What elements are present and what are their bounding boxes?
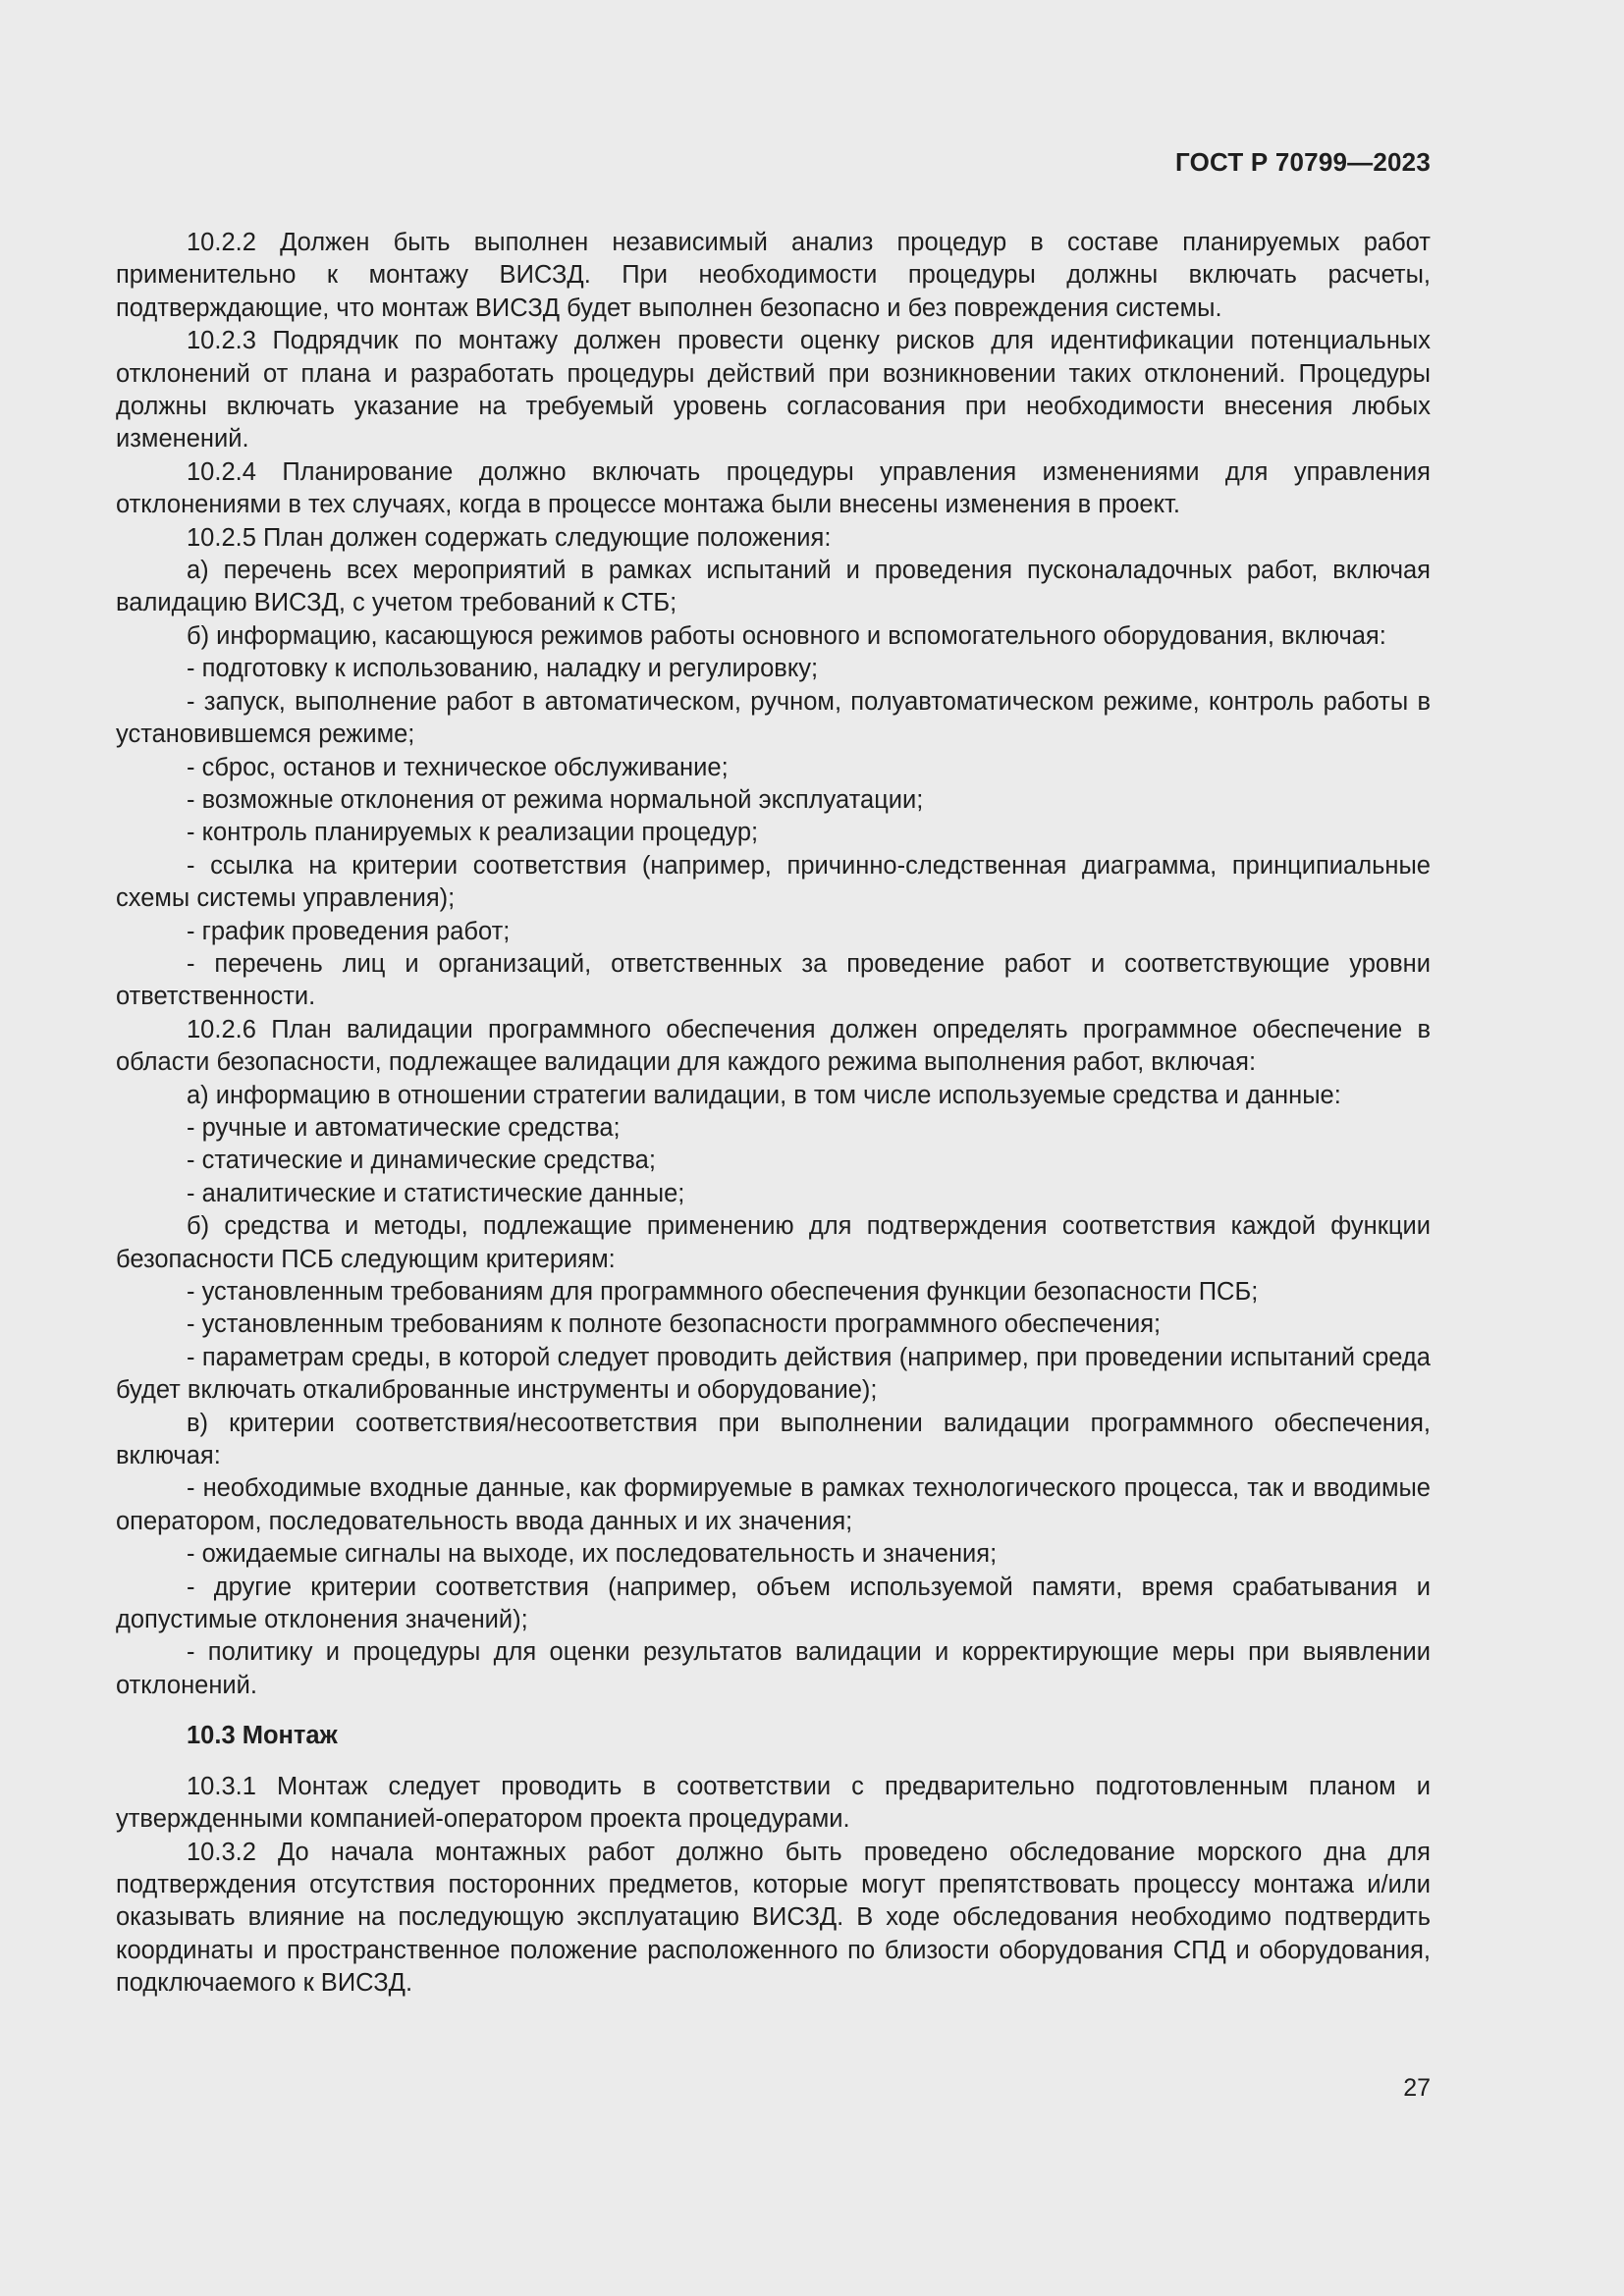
list-item-b: б) информацию, касающуюся режимов работы основного и вспомогательного оборудования, включая:	[187, 621, 1386, 650]
paragraph-10-2-5: 10.2.5 План должен содержать следующие положения:	[187, 523, 832, 552]
dash-item: - ссылка на критерии соответствия (например, причинно-следственная диаграмма, принципиальные схемы системы управления);	[116, 851, 1431, 913]
document-body	[116, 227, 1431, 2001]
paragraph-10-3-2: 10.3.2 До начала монтажных работ должно быть проведено обследование морского дна для подтверждения отсутствия посторонних предметов, которые могут препятствовать процессу монтажа и/или оказывать влияние на последующую эксплуатацию ВИСЗД. В ходе обследования необходимо подтвердить координаты и пространственное положение расположенного по близости оборудования СПД и оборудования, подключаемого к ВИСЗД.	[116, 1838, 1431, 1998]
paragraph-10-2-4: 10.2.4 Планирование должно включать процедуры управления изменениями для управления отклонениями в тех случаях, когда в процессе монтажа были внесены изменения в проект.	[116, 457, 1431, 519]
dash-item: - параметрам среды, в которой следует проводить действия (например, при проведении испытаний среда будет включать откалиброванные инструменты и оборудование);	[116, 1343, 1431, 1405]
dash-item: - установленным требованиям к полноте безопасности программного обеспечения;	[187, 1310, 1162, 1339]
dash-item: - статические и динамические средства;	[187, 1147, 656, 1175]
dash-item: - ожидаемые сигналы на выходе, их последовательность и значения;	[187, 1540, 998, 1569]
paragraph-10-3-1: 10.3.1 Монтаж следует проводить в соответствии с предварительно подготовленным планом и утвержденными компанией-оператором проекта процедурами.	[116, 1772, 1431, 1834]
document-standard-id: ГОСТ Р 70799—2023	[1175, 147, 1431, 177]
paragraph-10-2-3: 10.2.3 Подрядчик по монтажу должен провести оценку рисков для идентификации потенциальных отклонений от плана и разработать процедуры действий при возникновении таких отклонений. Процедуры должны включать указание на требуемый уровень согласования при необходимости внесения любых изменений.	[116, 327, 1431, 454]
dash-item: - установленным требованиям для программного обеспечения функции безопасности ПСБ;	[187, 1278, 1259, 1306]
dash-item: - сброс, останов и техническое обслуживание;	[187, 753, 729, 781]
list-item-v: в) критерии соответствия/несоответствия при выполнении валидации программного обеспечения, включая:	[116, 1409, 1431, 1470]
dash-item: - контроль планируемых к реализации процедур;	[187, 819, 759, 847]
dash-item: - подготовку к использованию, наладку и регулировку;	[187, 655, 819, 683]
paragraph-10-2-2: 10.2.2 Должен быть выполнен независимый анализ процедур в составе планируемых работ применительно к монтажу ВИСЗД. При необходимости процедуры должны включать расчеты, подтверждающие, что монтаж ВИСЗД будет выполнен безопасно и без повреждения системы.	[116, 229, 1431, 322]
dash-item: - перечень лиц и организаций, ответственных за проведение работ и соответствующие уровни ответственности.	[116, 949, 1431, 1011]
dash-item: - возможные отклонения от режима нормальной эксплуатации;	[187, 785, 924, 814]
dash-item: - аналитические и статистические данные;	[187, 1179, 685, 1207]
list-item-a: а) перечень всех мероприятий в рамках испытаний и проведения пусконаладочных работ, включая валидацию ВИСЗД, с учетом требований к СТБ;	[116, 557, 1431, 617]
dash-item: - запуск, выполнение работ в автоматическом, ручном, полуавтоматическом режиме, контроль работы в установившемся режиме;	[116, 687, 1431, 749]
list-item-a: а) информацию в отношении стратегии валидации, в том числе используемые средства и данные:	[187, 1081, 1341, 1109]
dash-item: - политику и процедуры для оценки результатов валидации и корректирующие меры при выявлении отклонений.	[116, 1638, 1431, 1699]
page-number: 27	[1403, 2074, 1431, 2102]
dash-item: - другие критерии соответствия (например, объем используемой памяти, время срабатывания и допустимые отклонения значений);	[116, 1573, 1431, 1634]
section-heading: 10.3 Монтаж	[187, 1722, 338, 1750]
dash-item: - ручные и автоматические средства;	[187, 1113, 621, 1142]
paragraph-10-2-6: 10.2.6 План валидации программного обеспечения должен определять программное обеспечение в области безопасности, подлежащее валидации для каждого режима выполнения работ, включая:	[116, 1015, 1431, 1077]
list-item-b: б) средства и методы, подлежащие применению для подтверждения соответствия каждой функции безопасности ПСБ следующим критериям:	[116, 1212, 1431, 1273]
dash-item: - необходимые входные данные, как формируемые в рамках технологического процесса, так и вводимые оператором, последовательность ввода данных и их значения;	[116, 1474, 1431, 1535]
dash-item: - график проведения работ;	[187, 917, 511, 945]
